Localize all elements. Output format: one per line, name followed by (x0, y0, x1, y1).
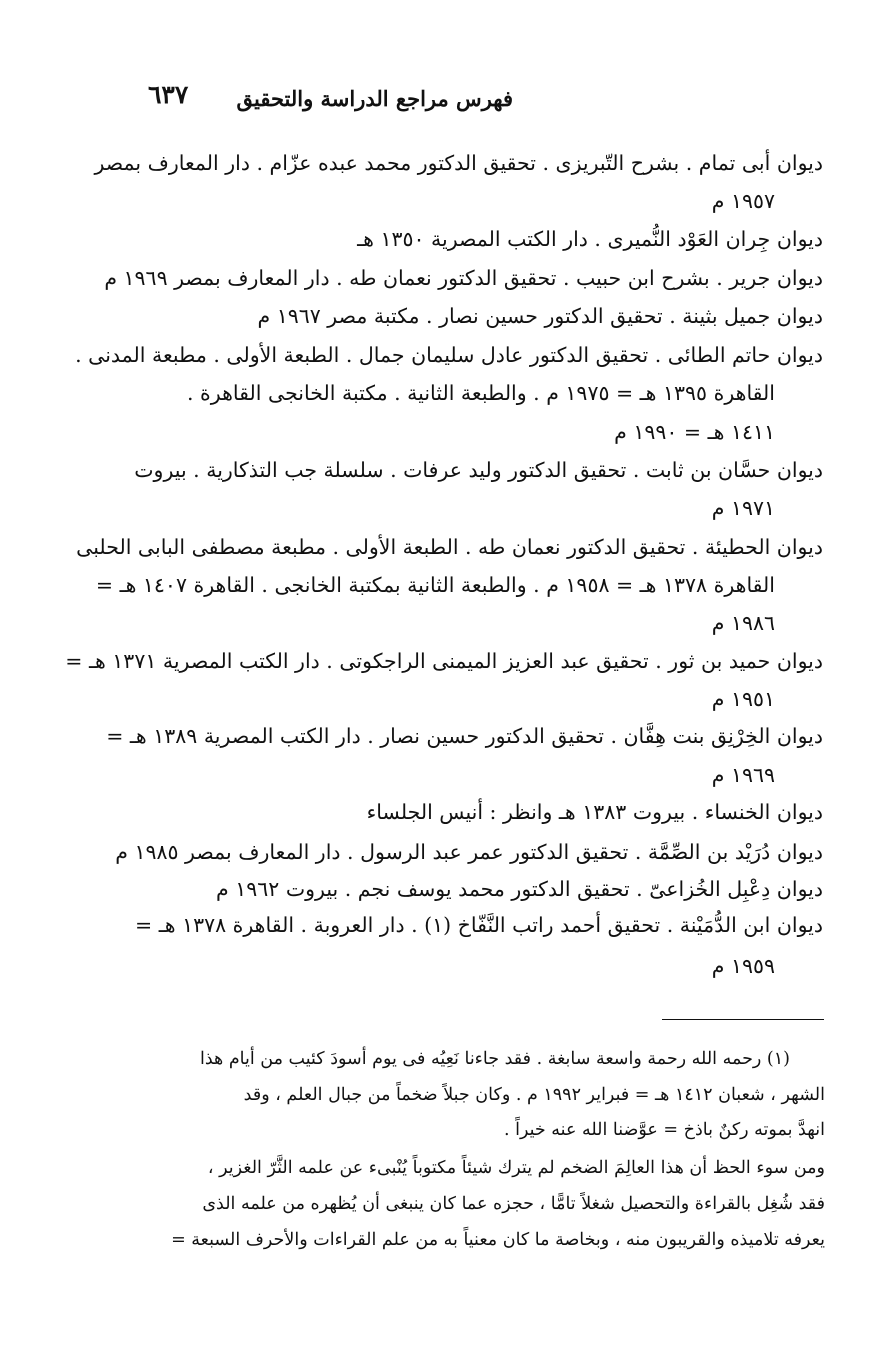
entry-line: ديوان ابن الدُّمَيْنة . تحقيق أحمد راتب النَّفّاخ (١) . دار العروبة . القاهرة ١٣٧٨ هـ = (135, 913, 823, 937)
entry-line: ١٩٨٦ م (711, 611, 775, 635)
entry-line: ديوان الحطيئة . تحقيق الدكتور نعمان طه . الطبعة الأولى . مطبعة مصطفى البابى الحلبى (76, 535, 823, 559)
entry-line: ١٩٥٩ م (711, 954, 775, 978)
footnote-line: فقد شُغِل بالقراءة والتحصيل شغلاً تامًّا ، حجزه عما كان ينبغى أن يُظهره من علمه الذى (202, 1194, 825, 1214)
entry-line: القاهرة ١٣٩٥ هـ = ١٩٧٥ م . والطبعة الثانية . مكتبة الخانجى القاهرة . (187, 381, 775, 405)
entry-line: ديوان دِعْبِل الخُزاعىّ . تحقيق الدكتور محمد يوسف نجم . بيروت ١٩٦٢ م (216, 877, 823, 901)
footnote-line: ومن سوء الحظ أن هذا العالِمَ الضخم لم يترك شيئاً مكتوباً يُنْبىء عن علمه الثَّرّ الغزير ، (207, 1158, 825, 1178)
footnote-line: الشهر ، شعبان ١٤١٢ هـ = فبراير ١٩٩٢ م . وكان جبلاً ضخماً من جبال العلم ، وقد (243, 1085, 825, 1105)
footnote-line: (١) رحمه الله رحمة واسعة سابغة . فقد جاءنا نَعِيُه فى يوم أسودَ كئيب من أيام هذا (200, 1049, 790, 1069)
entry-line: ١٩٥١ م (711, 687, 775, 711)
entry-line: ١٩٦٩ م (711, 763, 775, 787)
entry-line: ديوان الخِرْنِق بنت هِفَّان . تحقيق الدكتور حسين نصار . دار الكتب المصرية ١٣٨٩ هـ = (106, 724, 823, 748)
running-header-title: فهرس مراجع الدراسة والتحقيق (236, 86, 513, 111)
entry-line: ديوان جرير . بشرح ابن حبيب . تحقيق الدكتور نعمان طه . دار المعارف بمصر ١٩٦٩ م (104, 266, 823, 290)
entry-line: ديوان جِران العَوْد النُّميرى . دار الكتب المصرية ١٣٥٠ هـ (357, 227, 823, 251)
entry-line: القاهرة ١٣٧٨ هـ = ١٩٥٨ م . والطبعة الثانية بمكتبة الخانجى . القاهرة ١٤٠٧ هـ = (95, 573, 775, 597)
entry-line: ١٩٧١ م (711, 496, 775, 520)
entry-line: ديوان جميل بثينة . تحقيق الدكتور حسين نصار . مكتبة مصر ١٩٦٧ م (257, 304, 823, 328)
footnote-line: انهدَّ بموته ركنٌ باذخ = عوَّضنا الله عنه خيراً . (504, 1120, 825, 1140)
footnote-separator (662, 1019, 824, 1020)
entry-line: ديوان حميد بن ثور . تحقيق عبد العزيز الميمنى الراجكوتى . دار الكتب المصرية ١٣٧١ هـ = (65, 649, 823, 673)
page-number: ٦٣٧ (148, 80, 189, 109)
entry-line: ١٤١١ هـ = ١٩٩٠ م (614, 420, 775, 444)
entry-line: ١٩٥٧ م (711, 189, 775, 213)
entry-line: ديوان الخنساء . بيروت ١٣٨٣ هـ وانظر : أنيس الجلساء (366, 800, 823, 824)
entry-line: ديوان أبى تمام . بشرح التّبريزى . تحقيق الدكتور محمد عبده عزّام . دار المعارف بمصر (94, 151, 823, 175)
entry-line: ديوان حاتم الطائى . تحقيق الدكتور عادل سليمان جمال . الطبعة الأولى . مطبعة المدنى . (75, 343, 823, 367)
entry-line: ديوان حسَّان بن ثابت . تحقيق الدكتور وليد عرفات . سلسلة جب التذكارية . بيروت (134, 458, 823, 482)
entry-line: ديوان دُرَيْد بن الصِّمَّة . تحقيق الدكتور عمر عبد الرسول . دار المعارف بمصر ١٩٨٥ م (115, 840, 823, 864)
footnote-line: يعرفه تلاميذه والقريبون منه ، وبخاصة ما كان معنياً به من علم القراءات والأحرف السبعة = (171, 1230, 825, 1250)
